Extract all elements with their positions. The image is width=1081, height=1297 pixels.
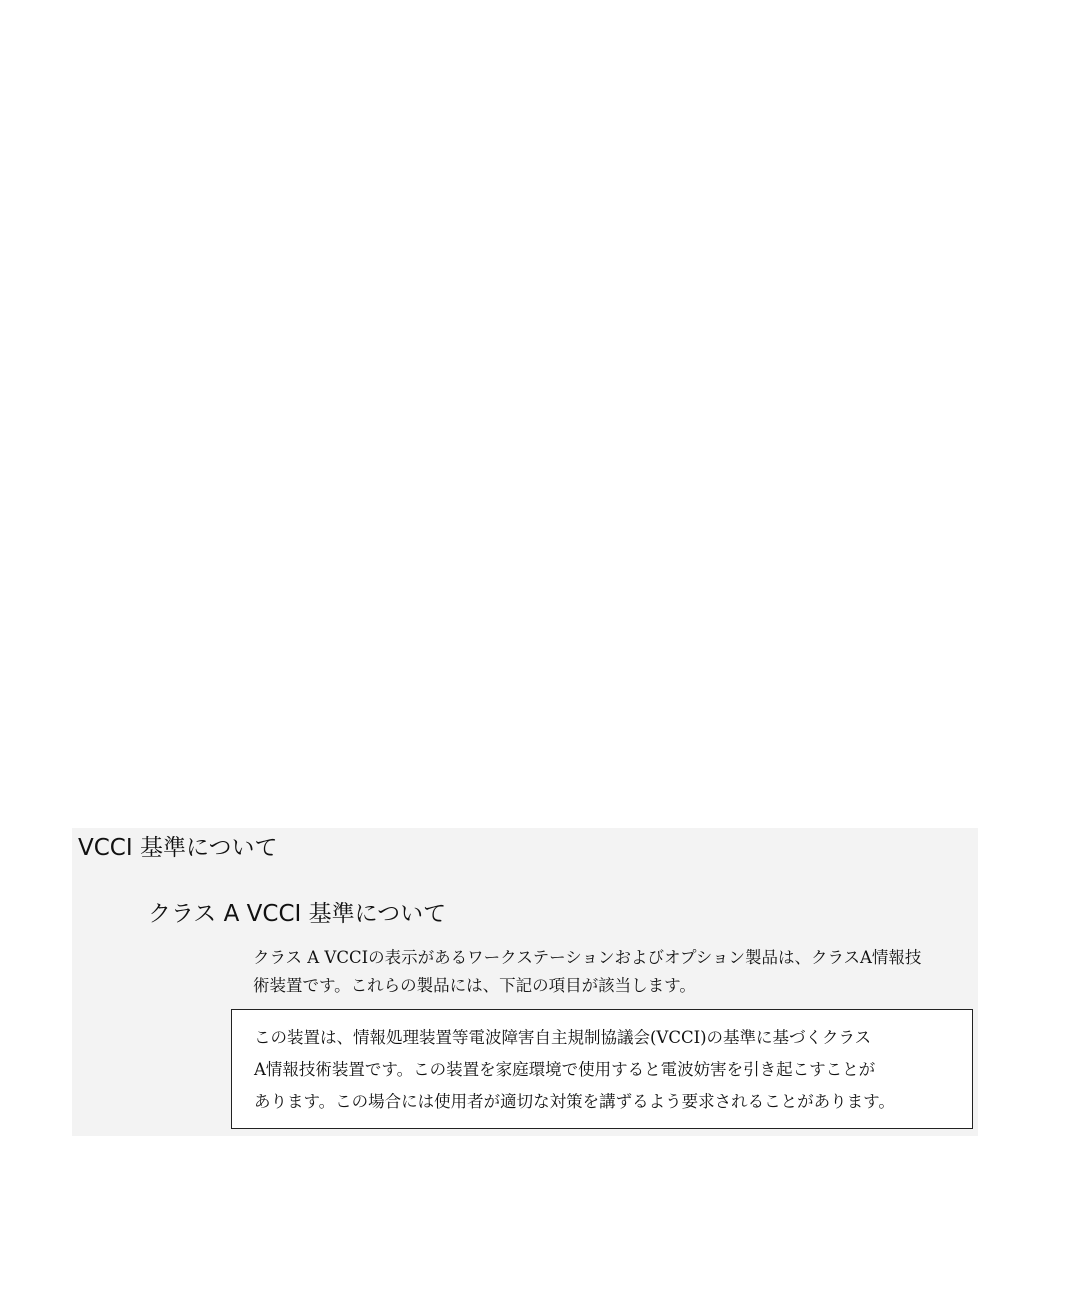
vcci-notice-box: [231, 1009, 973, 1129]
notice-line: この装置は、情報処理装置等電波障害自主規制協議会(VCCI)の基準に基づくクラス: [254, 1028, 872, 1047]
intro-paragraph: [253, 944, 963, 1000]
intro-line: 術装置です。これらの製品には、下記の項目が該当します。: [253, 976, 696, 995]
notice-paragraph: [254, 1022, 959, 1118]
notice-line: あります。この場合には使用者が適切な対策を講ずるよう要求されることがあります。: [254, 1092, 895, 1111]
subsection-heading: クラス A VCCI 基準について: [148, 901, 447, 927]
intro-line: クラス A VCCIの表示があるワークステーションおよびオプション製品は、クラスA情報技: [253, 948, 922, 967]
notice-line: A情報技術装置です。この装置を家庭環境で使用すると電波妨害を引き起こすことが: [254, 1060, 876, 1079]
section-heading: VCCI 基準について: [78, 835, 278, 861]
